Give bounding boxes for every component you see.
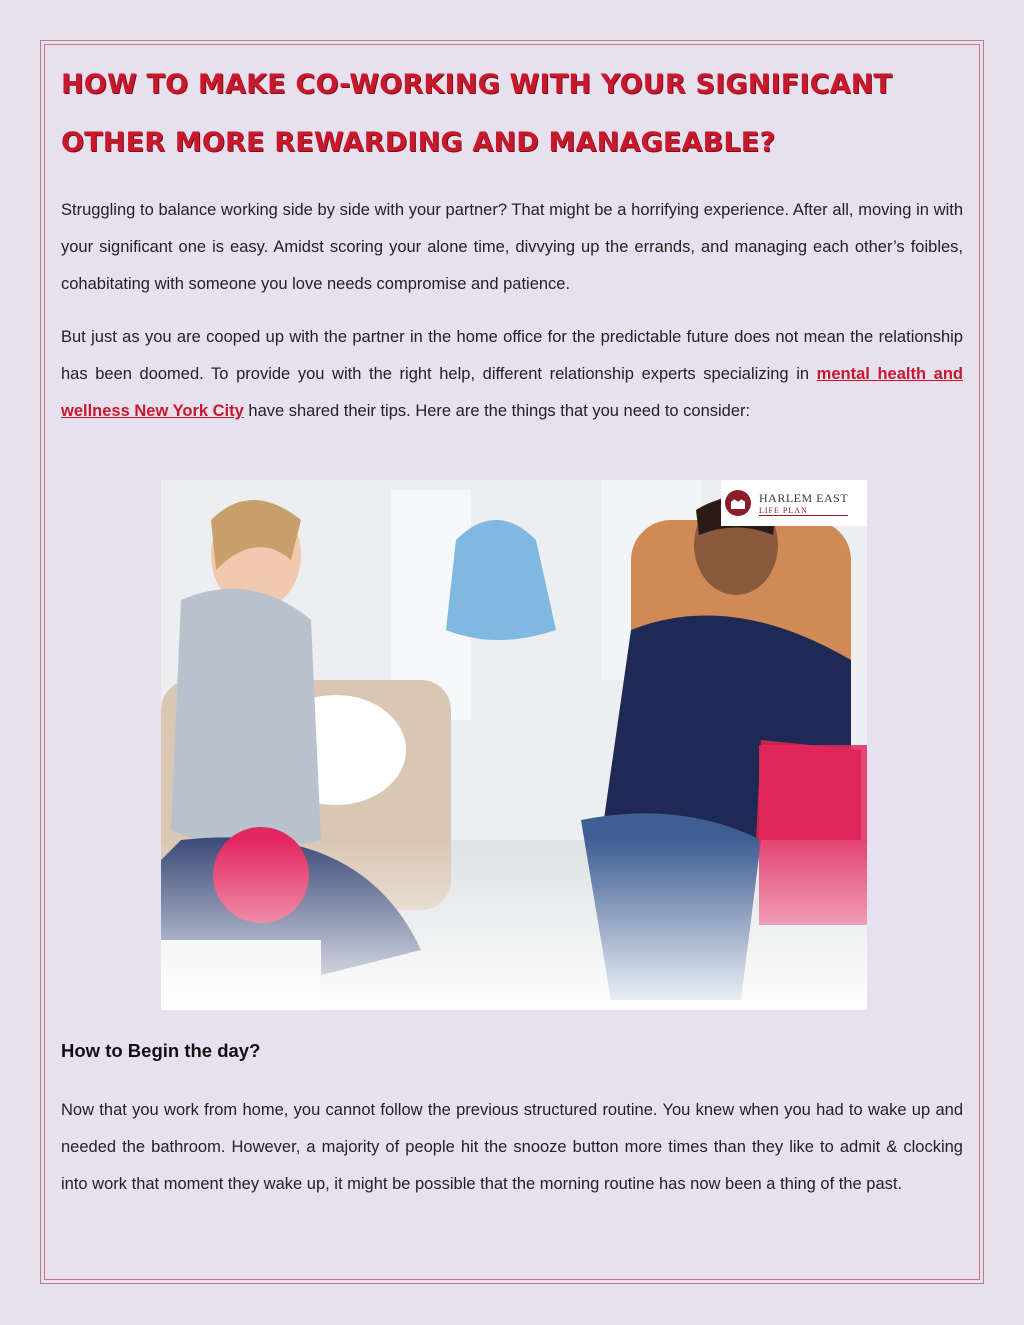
article-title: HOW TO MAKE CO-WORKING WITH YOUR SIGNIFICANT OTHER MORE REWARDING AND MANAGEABLE? (61, 69, 893, 158)
section-paragraph: Now that you work from home, you cannot follow the previous structured routine. You knew when you had to wake up and needed the bathroom. However, a majority of people hit the snooze button more times than they like to admit & clocking into work that moment they wake up, it might be possible that the morning routine has now been a thing of the past. (61, 1101, 963, 1193)
logo-text (759, 491, 848, 516)
photo-fade (161, 840, 867, 1010)
mental-health-link[interactable]: mental health and wellness New York City (61, 365, 963, 420)
intro-paragraph: Struggling to balance working side by side with your partner? That might be a horrifying experience. After all, moving in with your significant one is easy. Amidst scoring your alone time, divvying up the errands, and managing each other’s foibles, cohabitating with someone you love needs compromise and patience. (61, 201, 963, 293)
article (61, 56, 963, 1193)
building-icon (725, 490, 751, 516)
second-paragraph-start: But just as you are cooped up with the partner in the home office for the predictable future does not mean the relationship has been doomed. To provide you with the right help, different relationship experts specializing in (61, 328, 963, 383)
harlem-east-logo (721, 480, 867, 526)
second-paragraph-end: have shared their tips. Here are the things that you need to consider: (243, 402, 751, 420)
logo-line1: HARLEM EAST (759, 490, 849, 505)
logo-line2: LIFE PLAN (759, 506, 848, 516)
section-heading: How to Begin the day? (61, 1040, 261, 1061)
counseling-photo (161, 480, 867, 1010)
second-paragraph (61, 319, 963, 430)
